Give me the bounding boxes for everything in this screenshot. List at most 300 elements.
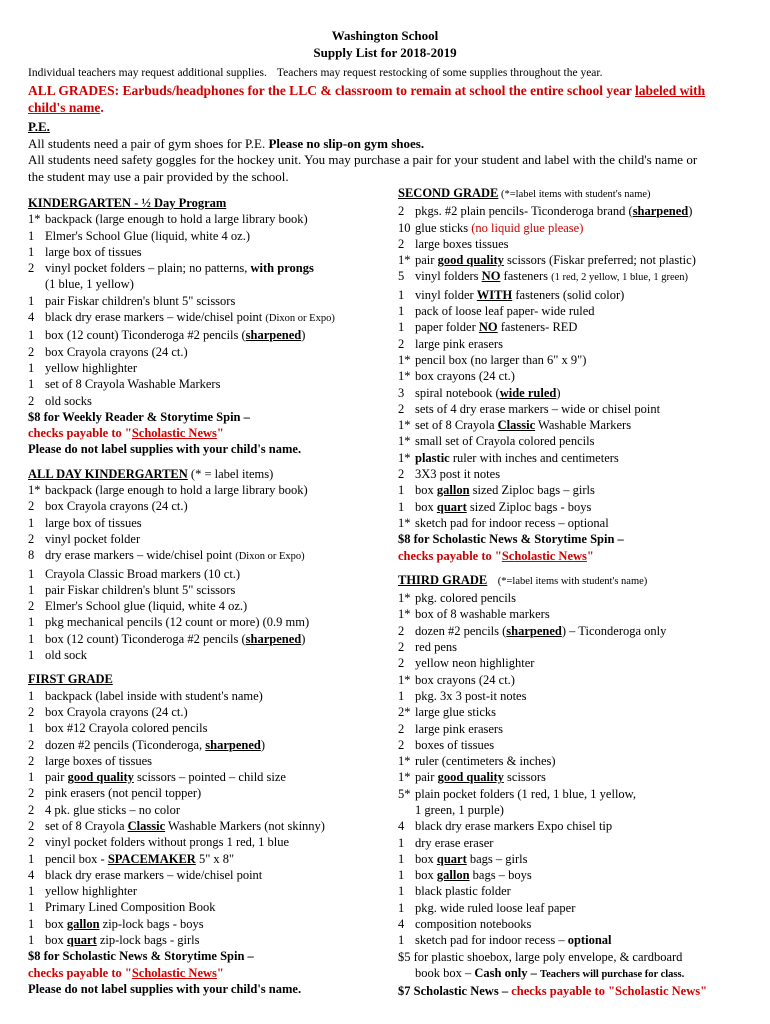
item-text-part: pink erasers (not pencil topper)	[45, 786, 202, 801]
item-text-part: (1 blue, 1 yellow)	[45, 277, 134, 292]
item-quantity: 1*	[398, 672, 411, 687]
pe-line-3: the student may use a pair provided by the school.	[28, 168, 289, 184]
item-text	[45, 899, 215, 915]
checks-end: "	[216, 426, 224, 441]
item-text-part: ruler (centimeters & inches)	[415, 754, 556, 769]
list-item	[28, 614, 388, 630]
school-name: Washington School	[331, 28, 439, 43]
intro-left: Individual teachers may request additional supplies.	[28, 67, 267, 79]
item-text	[415, 450, 619, 466]
item-text-part: plastic	[415, 450, 450, 465]
item-text-part: pair Fiskar children's blunt 5" scissors	[45, 293, 236, 308]
item-quantity: 2	[28, 818, 35, 833]
item-text-part: pair	[415, 770, 438, 785]
checks-end: "	[586, 548, 594, 563]
second-grade-list	[398, 203, 748, 531]
fee-b-text: book box –	[415, 965, 475, 980]
item-text	[45, 547, 305, 565]
item-quantity: 1	[28, 648, 35, 663]
item-quantity: 1*	[398, 253, 411, 268]
item-text-part: box crayons (24 ct.)	[415, 672, 515, 687]
item-text-part: fasteners	[500, 269, 552, 284]
list-item	[398, 851, 748, 867]
item-text	[415, 900, 575, 916]
item-text-part: optional	[567, 933, 612, 948]
item-text	[415, 916, 531, 932]
item-quantity: 1	[398, 868, 405, 883]
item-text-part: pkg. wide ruled loose leaf paper	[415, 900, 576, 915]
item-text	[45, 344, 188, 360]
item-text-part: box Crayola crayons (24 ct.)	[45, 499, 188, 514]
item-text	[45, 393, 92, 409]
list-item	[28, 482, 388, 498]
item-text-part: NO	[481, 269, 501, 284]
item-text	[415, 721, 503, 737]
item-text	[45, 802, 180, 818]
item-quantity: 1*	[28, 212, 41, 227]
fee-b-bold: Cash only –	[474, 965, 541, 980]
item-text	[45, 932, 200, 948]
list-item	[398, 883, 748, 899]
item-quantity: 8	[28, 548, 35, 563]
item-text-part: glue sticks	[415, 220, 472, 235]
item-text-part: set of 8 Crayola Washable Markers	[45, 377, 221, 392]
item-text-part: pkg. 3x 3 post-it notes	[415, 688, 527, 703]
item-text-part: box	[45, 933, 67, 948]
list-item	[28, 647, 388, 663]
list-item	[28, 688, 388, 704]
item-text-part: set of 8 Crayola	[45, 818, 128, 833]
list-item	[28, 932, 388, 948]
list-item	[398, 721, 748, 737]
item-text-part: pencil box (no larger than 6" x 9")	[415, 352, 587, 367]
item-text	[415, 203, 692, 219]
third-grade-fee-b	[398, 965, 748, 983]
item-text-part: zip-lock bags - boys	[99, 916, 204, 931]
item-text-part: black plastic folder	[415, 884, 511, 899]
all-grades-end: .	[100, 100, 104, 115]
item-text-part: large pink erasers	[415, 336, 503, 351]
item-text-part: sketch pad for indoor recess – optional	[415, 515, 609, 530]
item-text	[415, 818, 612, 834]
list-item	[28, 818, 388, 834]
item-quantity	[28, 276, 45, 292]
item-text-part: small set of Crayola colored pencils	[415, 434, 595, 449]
item-text-part: large pink erasers	[415, 721, 503, 736]
second-grade-fee: $8 for Scholastic News & Storytime Spin –	[398, 532, 624, 547]
first-grade-fee: $8 for Scholastic News & Storytime Spin –	[28, 949, 254, 964]
kindergarten-list	[28, 211, 388, 409]
item-quantity: 2	[398, 623, 405, 638]
item-text	[415, 932, 612, 948]
pe-line-1b: Please no slip-on gym shoes.	[268, 135, 425, 151]
item-text	[415, 482, 595, 498]
list-item	[28, 867, 388, 883]
item-text	[415, 303, 595, 319]
item-text-part: backpack (large enough to hold a large library book)	[45, 212, 308, 227]
list-title: Supply List for 2018-2019	[313, 45, 457, 60]
item-text-part: sharpened	[245, 328, 302, 343]
item-quantity: 1	[28, 293, 35, 308]
item-quantity: 2	[28, 802, 35, 817]
list-item	[28, 211, 388, 227]
left-column	[28, 195, 388, 997]
item-text	[45, 566, 240, 582]
item-text-part: black dry erase markers – wide/chisel point	[45, 310, 266, 325]
item-text	[45, 614, 309, 630]
item-quantity: 1	[28, 631, 35, 646]
list-item	[398, 769, 748, 785]
item-text-part: box #12 Crayola colored pencils	[45, 721, 208, 736]
item-text-part: good quality	[437, 253, 504, 268]
item-text-part: box	[415, 499, 437, 514]
item-text	[415, 769, 546, 785]
list-item	[28, 566, 388, 582]
item-text-part: vinyl folders	[415, 269, 482, 284]
list-item	[28, 531, 388, 547]
list-item	[398, 368, 748, 384]
item-text	[45, 704, 188, 720]
item-text	[415, 672, 515, 688]
item-text	[415, 368, 515, 384]
checks-end: "	[216, 965, 224, 980]
item-text-part: sized Ziploc bags - boys	[466, 499, 592, 514]
kindergarten-title: KINDERGARTEN - ½ Day Program	[28, 196, 227, 210]
all-day-k-heading	[28, 466, 388, 482]
item-text	[45, 647, 87, 663]
item-quantity: 2	[398, 336, 405, 351]
item-text-part: box	[415, 851, 437, 866]
right-column	[398, 185, 748, 1000]
item-quantity: 1	[398, 320, 405, 335]
all-grades-notice	[28, 82, 740, 116]
second-grade-checks	[398, 548, 748, 564]
item-text-part: quart	[66, 933, 97, 948]
list-item	[28, 498, 388, 514]
checks-payee: Scholastic News	[131, 965, 217, 980]
item-text-part: pack of loose leaf paper- wide ruled	[415, 304, 595, 319]
all-grades-text: ALL GRADES: Earbuds/headphones for the LLC & classroom to remain at school the entire school year	[28, 83, 636, 98]
item-text	[415, 867, 532, 883]
item-quantity: 2	[398, 656, 405, 671]
list-item	[398, 220, 748, 236]
item-text-part: box crayons (24 ct.)	[415, 369, 515, 384]
item-text	[415, 639, 457, 655]
item-text	[45, 498, 188, 514]
list-item	[28, 769, 388, 785]
item-text-part: bags – boys	[469, 868, 532, 883]
list-item	[28, 631, 388, 647]
list-item	[28, 802, 388, 818]
item-text-part: pkg mechanical pencils (12 count or more) (0.9 mm)	[45, 615, 310, 630]
item-quantity: 1*	[398, 369, 411, 384]
list-item	[398, 252, 748, 268]
pe-line-2: All students need safety goggles for the hockey unit. You may purchase a pair for your student and label with the child's name or	[28, 152, 698, 167]
list-item	[398, 590, 748, 606]
item-quantity: 1	[398, 933, 405, 948]
item-quantity: 2	[28, 835, 35, 850]
item-quantity: 1	[28, 244, 35, 259]
item-text	[415, 802, 504, 818]
item-text-part: Classic	[497, 418, 536, 433]
item-text-part: yellow highlighter	[45, 884, 137, 899]
first-grade-title: FIRST GRADE	[28, 672, 113, 687]
third-grade-list	[398, 590, 748, 949]
list-item	[398, 672, 748, 688]
item-text	[45, 327, 305, 343]
list-item	[398, 417, 748, 433]
item-text-part: old socks	[45, 393, 92, 408]
list-item	[28, 344, 388, 360]
item-text-part: paper folder	[415, 320, 479, 335]
item-text-part: )	[688, 204, 693, 219]
item-text-part: gallon	[436, 868, 470, 883]
item-quantity: 1*	[398, 418, 411, 433]
item-text	[415, 287, 624, 303]
list-item	[28, 883, 388, 899]
item-quantity: 4	[398, 819, 405, 834]
item-quantity: 2	[398, 236, 405, 251]
list-item	[28, 376, 388, 392]
list-item	[398, 818, 748, 834]
item-text-part: backpack (label inside with student's name)	[45, 688, 263, 703]
item-text	[415, 417, 631, 433]
item-text	[415, 220, 583, 236]
list-item	[398, 704, 748, 720]
item-quantity: 1	[398, 287, 405, 302]
list-item	[398, 268, 748, 286]
item-text	[415, 753, 556, 769]
list-item	[398, 688, 748, 704]
item-text-part: box Crayola crayons (24 ct.)	[45, 704, 188, 719]
list-item	[28, 720, 388, 736]
item-text-part: (Dixon or Expo)	[235, 551, 305, 563]
list-item	[398, 482, 748, 498]
item-text-part: yellow highlighter	[45, 360, 137, 375]
item-text	[45, 867, 262, 883]
item-quantity: 1*	[398, 515, 411, 530]
item-text	[415, 655, 534, 671]
item-quantity: 5*	[398, 786, 411, 801]
item-text-part: large box of tissues	[45, 244, 142, 259]
item-text-part: scissors	[503, 770, 546, 785]
item-text	[45, 598, 247, 614]
item-text	[45, 769, 286, 785]
item-quantity: 1	[28, 770, 35, 785]
fee-b-small: Teachers will purchase for class.	[540, 968, 685, 980]
item-quantity: 4	[398, 917, 405, 932]
list-item	[398, 623, 748, 639]
item-text-part: fasteners- RED	[497, 320, 578, 335]
item-text	[415, 352, 586, 368]
item-quantity: 2	[28, 261, 35, 276]
item-quantity: 2	[398, 721, 405, 736]
item-quantity: 2	[28, 499, 35, 514]
list-item	[28, 851, 388, 867]
item-text	[415, 704, 496, 720]
item-quantity: 1	[28, 615, 35, 630]
item-text	[415, 515, 609, 531]
item-text	[45, 916, 204, 932]
item-text-part: pkgs. #2 plain pencils- Ticonderoga brand (	[415, 204, 633, 219]
item-text-part: spiral notebook (	[415, 385, 500, 400]
list-item	[28, 228, 388, 244]
item-quantity: 2	[28, 786, 35, 801]
item-quantity: 1*	[398, 591, 411, 606]
item-text-part: Washable Markers (not skinny)	[165, 818, 325, 833]
item-text-part: Classic	[127, 818, 166, 833]
item-quantity: 1	[28, 884, 35, 899]
item-text-part: WITH	[476, 287, 513, 302]
item-text-part: vinyl pocket folders – plain; no patterns,	[45, 261, 251, 276]
item-text-part: (no liquid glue please)	[471, 220, 584, 235]
item-quantity: 1	[28, 900, 35, 915]
item-text	[415, 252, 696, 268]
item-text	[45, 482, 308, 498]
item-text	[45, 818, 325, 834]
item-quantity: 1*	[398, 770, 411, 785]
item-quantity: 1	[28, 328, 35, 343]
item-quantity: 2	[398, 401, 405, 416]
item-quantity: 1*	[398, 434, 411, 449]
kindergarten-checks	[28, 425, 388, 441]
item-quantity: 1	[28, 721, 35, 736]
list-item	[398, 515, 748, 531]
item-quantity: 1	[28, 360, 35, 375]
item-text-part: 5" x 8"	[195, 851, 235, 866]
item-text-part: wide ruled	[499, 385, 557, 400]
item-text	[45, 309, 335, 327]
item-text-part: sized Ziploc bags – girls	[469, 483, 595, 498]
first-grade-list	[28, 688, 388, 949]
intro-line	[28, 67, 602, 79]
item-text	[45, 211, 308, 227]
item-quantity: 4	[28, 310, 35, 325]
item-text-part: box (12 count) Ticonderoga #2 pencils (	[45, 328, 246, 343]
item-quantity: 1*	[398, 450, 411, 465]
item-text-part: zip-lock bags - girls	[96, 933, 200, 948]
list-item	[398, 352, 748, 368]
item-text-part: composition notebooks	[415, 917, 532, 932]
checks-payee: Scholastic News	[501, 548, 587, 563]
list-item	[398, 786, 748, 802]
list-item	[28, 899, 388, 915]
item-quantity: 1	[28, 916, 35, 931]
item-quantity: 1	[28, 851, 35, 866]
item-text-part: pkg. colored pencils	[415, 591, 517, 606]
item-text	[415, 499, 591, 515]
item-text-part: pair	[45, 770, 68, 785]
item-quantity: 2	[28, 344, 35, 359]
list-item	[28, 293, 388, 309]
first-grade-note: Please do not label supplies with your child's name.	[28, 981, 302, 996]
item-text-part: good quality	[67, 770, 134, 785]
item-text	[415, 268, 688, 286]
item-text-part: box	[415, 868, 437, 883]
news-checks: checks payable to "Scholastic News"	[511, 984, 708, 999]
list-item	[28, 327, 388, 343]
item-text-part: quart	[436, 499, 467, 514]
item-text	[415, 688, 526, 704]
item-quantity: 1*	[398, 607, 411, 622]
item-text	[45, 737, 265, 753]
pe-section	[28, 119, 748, 185]
item-text-part: pair	[415, 253, 438, 268]
list-item	[28, 582, 388, 598]
list-item	[28, 260, 388, 276]
item-text	[415, 319, 577, 335]
item-text-part: vinyl pocket folder	[45, 531, 141, 546]
item-text-part: sharpened	[205, 737, 261, 752]
item-text-part: black dry erase markers – wide/chisel point	[45, 867, 263, 882]
item-text-part: dozen #2 pencils (Ticonderoga,	[45, 737, 206, 752]
item-text-part: dry erase eraser	[415, 835, 494, 850]
item-text-part: boxes of tissues	[415, 737, 495, 752]
item-quantity: 1	[398, 884, 405, 899]
item-text-part: (Dixon or Expo)	[265, 313, 335, 325]
list-item	[28, 309, 388, 327]
list-item	[398, 867, 748, 883]
item-quantity: 1	[28, 228, 35, 243]
item-text-part: sharpened	[245, 631, 302, 646]
list-item	[398, 433, 748, 449]
item-text	[45, 834, 289, 850]
item-text-part: Elmer's School Glue (liquid, white 4 oz.)	[45, 228, 250, 243]
item-text-part: plain pocket folders (1 red, 1 blue, 1 yellow,	[415, 786, 637, 801]
item-text	[45, 244, 142, 260]
item-quantity: 1	[398, 688, 405, 703]
list-item	[28, 785, 388, 801]
list-item	[398, 401, 748, 417]
item-text-part: sharpened	[506, 623, 562, 638]
pe-line-1	[28, 136, 748, 153]
list-item	[398, 606, 748, 622]
checks-text: checks payable to "	[398, 548, 502, 563]
item-text	[415, 466, 500, 482]
list-item	[398, 303, 748, 319]
item-text-part: sketch pad for indoor recess –	[415, 933, 568, 948]
item-text-part: good quality	[437, 770, 504, 785]
item-text	[45, 515, 142, 531]
item-quantity: 2	[28, 531, 35, 546]
item-text-part: old sock	[45, 648, 88, 663]
item-quantity: 1	[398, 304, 405, 319]
item-text-part: set of 8 Crayola	[415, 418, 498, 433]
item-text	[415, 851, 528, 867]
item-text	[45, 785, 201, 801]
item-text-part: quart	[436, 851, 467, 866]
item-text	[415, 433, 594, 449]
item-quantity: 2	[28, 393, 35, 408]
list-item	[398, 385, 748, 401]
item-text	[45, 631, 305, 647]
item-text-part: gallon	[66, 916, 100, 931]
item-quantity: 2	[398, 737, 405, 752]
item-quantity: 1	[28, 933, 35, 948]
third-grade-note: (*=label items with student's name)	[487, 575, 648, 587]
item-text	[415, 883, 511, 899]
item-text-part: pencil box -	[45, 851, 108, 866]
second-grade-note: (*=label items with student's name)	[498, 189, 651, 200]
pe-line-1a: All students need a pair of gym shoes for P.E.	[28, 135, 269, 151]
first-grade-checks	[28, 965, 388, 981]
item-text	[415, 590, 516, 606]
item-quantity: 3	[398, 385, 405, 400]
pe-title: P.E.	[28, 119, 50, 134]
list-item	[398, 236, 748, 252]
third-grade-fee-a: $5 for plastic shoebox, large poly envelope, & cardboard	[398, 949, 683, 964]
list-item	[398, 900, 748, 916]
